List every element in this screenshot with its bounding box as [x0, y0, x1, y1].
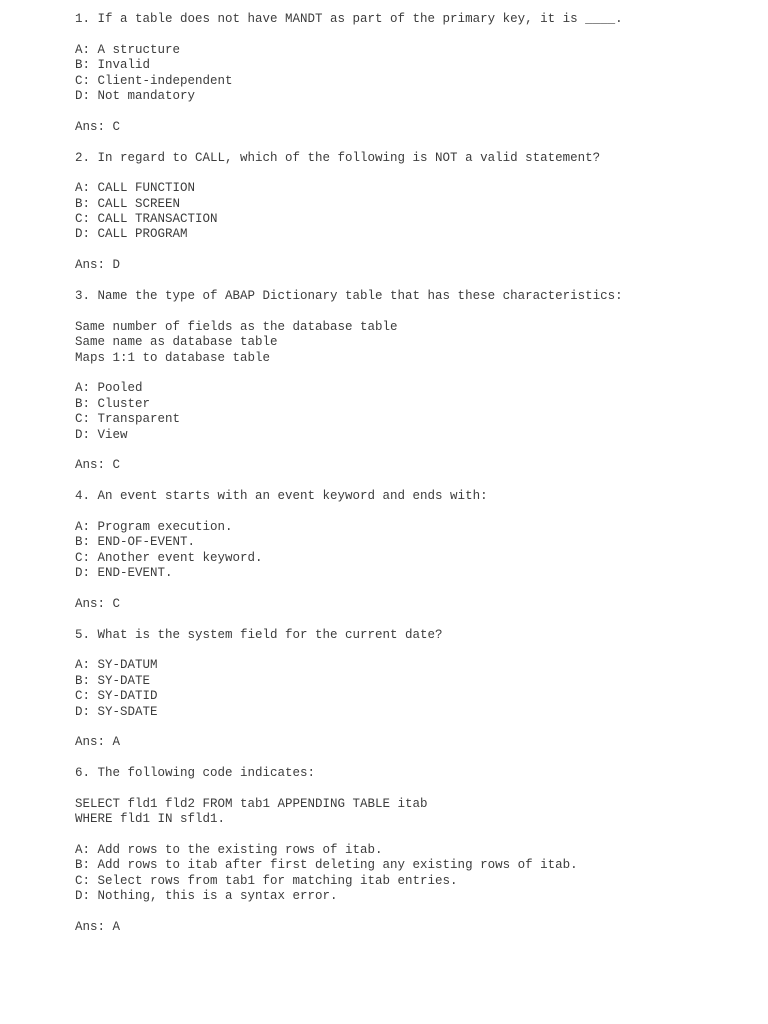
- answer-key: Ans: C: [75, 119, 121, 134]
- answer-option: A: Add rows to the existing rows of itab.: [75, 843, 383, 858]
- question-block: [75, 766, 755, 935]
- question-text: 3. Name the type of ABAP Dictionary table that has these characteristics:: [75, 289, 623, 304]
- answer-option: D: END-EVENT.: [75, 566, 173, 581]
- question-block: [75, 628, 755, 767]
- answer-option: C: Select rows from tab1 for matching itab entries.: [75, 873, 458, 888]
- answer-key: Ans: A: [75, 735, 121, 750]
- answer-option: D: Nothing, this is a syntax error.: [75, 889, 338, 904]
- spacer: [75, 27, 755, 42]
- answer-option: C: Another event keyword.: [75, 550, 263, 565]
- answer-option: B: Cluster: [75, 396, 151, 411]
- answer-option: C: Transparent: [75, 412, 181, 427]
- document-page: [75, 12, 755, 935]
- question-text: 2. In regard to CALL, which of the following is NOT a valid statement?: [75, 150, 601, 165]
- spacer: [75, 751, 755, 766]
- answer-key: Ans: D: [75, 258, 121, 273]
- answer-option: B: CALL SCREEN: [75, 196, 181, 211]
- answer-key: Ans: C: [75, 596, 121, 611]
- question-context-line: WHERE fld1 IN sfld1.: [75, 812, 226, 827]
- answer-option: A: Pooled: [75, 381, 143, 396]
- answer-option: A: CALL FUNCTION: [75, 181, 196, 196]
- spacer: [75, 905, 755, 920]
- question-context-line: Same number of fields as the database table: [75, 319, 398, 334]
- spacer: [75, 104, 755, 119]
- question-context-line: Maps 1:1 to database table: [75, 350, 271, 365]
- question-text: 6. The following code indicates:: [75, 766, 316, 781]
- answer-option: B: END-OF-EVENT.: [75, 535, 196, 550]
- spacer: [75, 366, 755, 381]
- spacer: [75, 720, 755, 735]
- answer-option: D: View: [75, 427, 128, 442]
- question-text: 1. If a table does not have MANDT as part of the primary key, it is ____.: [75, 12, 623, 26]
- answer-option: B: Add rows to itab after first deleting any existing rows of itab.: [75, 858, 578, 873]
- question-block: [75, 151, 755, 290]
- question-context-line: SELECT fld1 fld2 FROM tab1 APPENDING TABLE itab: [75, 796, 428, 811]
- spacer: [75, 581, 755, 596]
- spacer: [75, 474, 755, 489]
- spacer: [75, 828, 755, 843]
- spacer: [75, 304, 755, 319]
- spacer: [75, 243, 755, 258]
- spacer: [75, 274, 755, 289]
- spacer: [75, 166, 755, 181]
- spacer: [75, 135, 755, 150]
- question-context-line: Same name as database table: [75, 335, 278, 350]
- spacer: [75, 443, 755, 458]
- answer-option: D: Not mandatory: [75, 88, 196, 103]
- answer-option: D: CALL PROGRAM: [75, 227, 188, 242]
- spacer: [75, 782, 755, 797]
- answer-option: D: SY-SDATE: [75, 704, 158, 719]
- spacer: [75, 505, 755, 520]
- answer-key: Ans: C: [75, 458, 121, 473]
- answer-option: C: Client-independent: [75, 73, 233, 88]
- answer-key: Ans: A: [75, 920, 121, 935]
- answer-option: A: SY-DATUM: [75, 658, 158, 673]
- question-block: [75, 289, 755, 489]
- question-text: 5. What is the system field for the current date?: [75, 627, 443, 642]
- question-block: [75, 12, 755, 151]
- answer-option: B: Invalid: [75, 58, 151, 73]
- answer-option: A: Program execution.: [75, 519, 233, 534]
- question-text: 4. An event starts with an event keyword and ends with:: [75, 489, 488, 504]
- answer-option: C: CALL TRANSACTION: [75, 212, 218, 227]
- answer-option: C: SY-DATID: [75, 689, 158, 704]
- answer-option: B: SY-DATE: [75, 673, 151, 688]
- spacer: [75, 612, 755, 627]
- question-block: [75, 489, 755, 628]
- answer-option: A: A structure: [75, 42, 181, 57]
- spacer: [75, 643, 755, 658]
